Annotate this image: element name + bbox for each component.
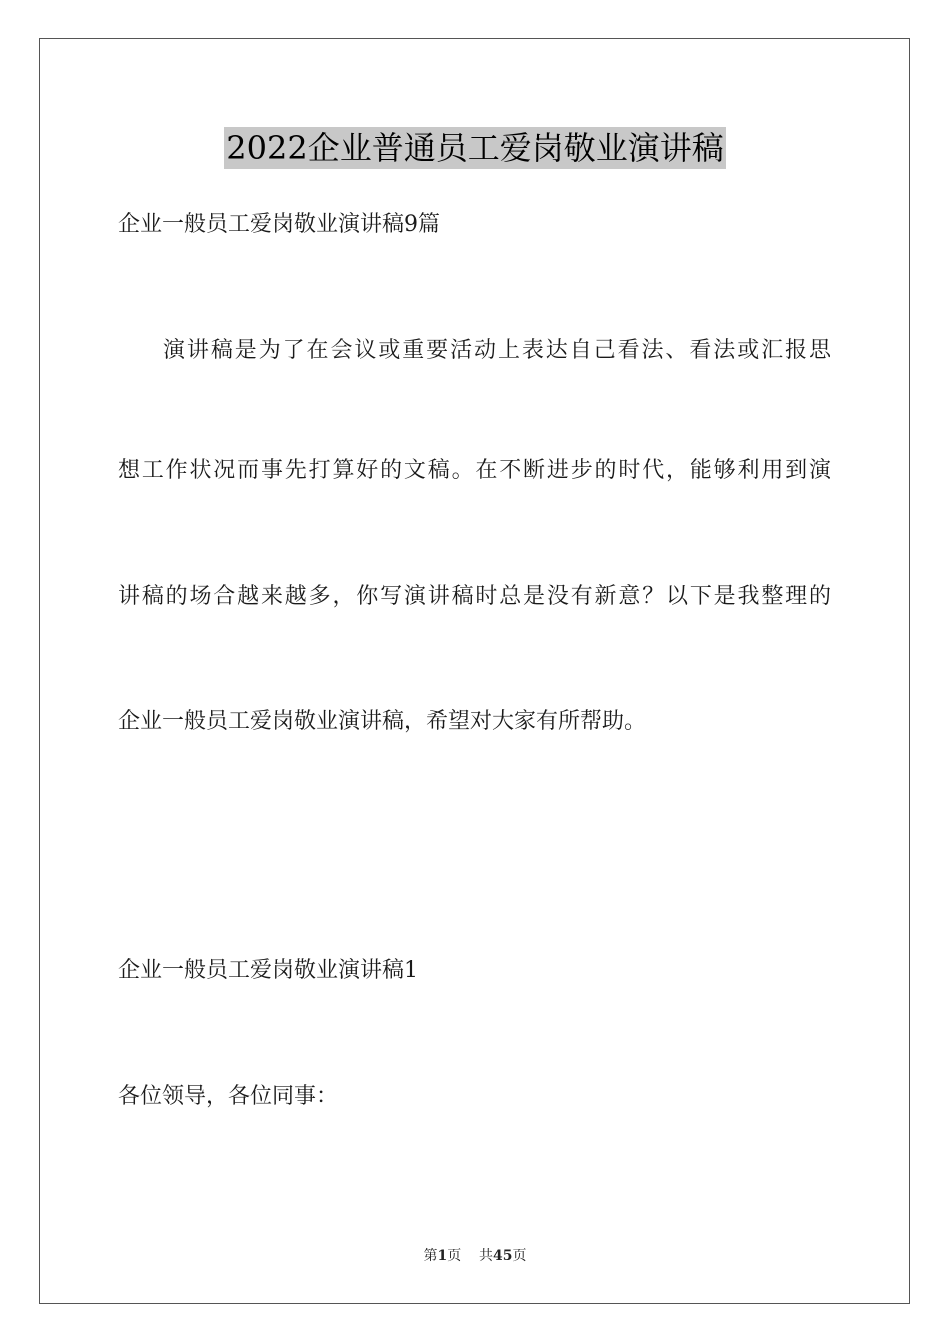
total-prefix: 共 xyxy=(479,1248,494,1264)
title-container xyxy=(0,127,950,169)
intro-line-1: 演讲稿是为了在会议或重要活动上表达自己看法、看法或汇报思 xyxy=(163,338,831,363)
intro-line-3: 讲稿的场合越来越多，你写演讲稿时总是没有新意？以下是我整理的 xyxy=(118,584,831,609)
document-subtitle: 企业一般员工爱岗敬业演讲稿9篇 xyxy=(118,212,440,237)
page-prefix: 第 xyxy=(423,1248,438,1264)
intro-line-4: 企业一般员工爱岗敬业演讲稿，希望对大家有所帮助。 xyxy=(118,709,647,734)
section-heading: 企业一般员工爱岗敬业演讲稿1 xyxy=(118,958,418,983)
page-number: 1 xyxy=(437,1248,448,1264)
document-title: 2022企业普通员工爱岗敬业演讲稿 xyxy=(226,129,724,167)
page-suffix: 页 xyxy=(447,1248,462,1264)
page-footer xyxy=(0,1246,950,1266)
total-suffix: 页 xyxy=(512,1248,527,1264)
total-pages: 45 xyxy=(493,1248,513,1264)
intro-line-2: 想工作状况而事先打算好的文稿。在不断进步的时代，能够利用到演 xyxy=(118,458,831,483)
greeting: 各位领导，各位同事： xyxy=(118,1084,339,1109)
